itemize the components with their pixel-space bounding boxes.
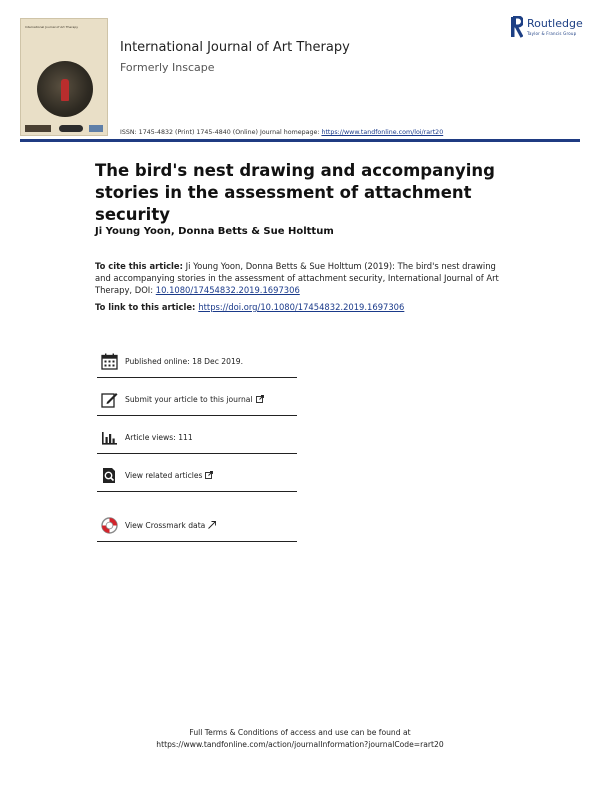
article-views-item <box>97 422 297 454</box>
routledge-mark-icon <box>510 16 523 38</box>
publisher-logo <box>25 125 51 132</box>
divider <box>97 541 297 542</box>
published-online-label: Published online: 18 Dec 2019. <box>125 357 244 366</box>
submit-article-item[interactable] <box>97 384 297 416</box>
cover-figure <box>61 79 69 101</box>
footer <box>0 727 600 751</box>
bar-chart-icon <box>101 429 118 446</box>
cover-title: International Journal of Art Therapy <box>25 25 79 29</box>
related-articles-item[interactable] <box>97 460 297 492</box>
divider <box>97 377 297 378</box>
citation <box>95 260 505 296</box>
divider <box>97 491 297 492</box>
citation-label: To cite this article: <box>95 261 183 271</box>
routledge-logo[interactable] <box>510 16 590 40</box>
article-title: The bird's nest drawing and accompanying stories in the assessment of attachment security <box>95 161 495 224</box>
header-divider <box>20 139 580 142</box>
article-link <box>95 302 404 312</box>
footer-terms-text: Full Terms & Conditions of access and use can be found at <box>189 728 411 737</box>
external-link-icon <box>205 471 213 479</box>
link-label: To link to this article: <box>95 302 199 312</box>
article-url-link[interactable]: https://doi.org/10.1080/17454832.2019.1697306 <box>198 302 405 312</box>
doi-link[interactable]: 10.1080/17454832.2019.1697306 <box>155 285 300 295</box>
crossmark-label: View Crossmark data <box>125 521 206 530</box>
search-document-icon <box>101 467 118 484</box>
edit-icon <box>101 391 118 408</box>
social-icons <box>89 125 103 132</box>
related-articles-link[interactable] <box>125 471 213 480</box>
published-online-item <box>97 346 297 378</box>
brand-name: Routledge <box>527 17 583 30</box>
citation-text: Ji Young Yoon, Donna Betts & Sue Holttum (2019): The bird's nest drawing and accompanying stories in the assessment of attachment security, International Journal of Art Therapy, DOI: <box>95 261 499 295</box>
related-articles-label: View related articles <box>125 471 203 480</box>
external-link-icon <box>256 395 264 403</box>
external-link-icon <box>208 521 216 529</box>
brand-tagline: Taylor & Francis Group <box>527 31 577 36</box>
journal-cover-image <box>20 18 108 136</box>
divider <box>97 453 297 454</box>
submit-article-link[interactable] <box>125 395 264 404</box>
calendar-icon <box>101 353 118 370</box>
crossmark-link[interactable] <box>125 521 216 530</box>
baat-logo <box>59 125 83 132</box>
issn-text: ISSN: 1745-4832 (Print) 1745-4840 (Online) Journal homepage: <box>120 129 322 136</box>
crossmark-icon <box>101 517 118 534</box>
divider <box>97 415 297 416</box>
crossmark-item[interactable] <box>97 510 297 542</box>
article-authors: Ji Young Yoon, Donna Betts & Sue Holttum <box>95 226 334 237</box>
footer-terms-link[interactable]: https://www.tandfonline.com/action/journalInformation?journalCode=rart20 <box>156 740 444 749</box>
cover-logos <box>25 125 105 133</box>
submit-article-label: Submit your article to this journal <box>125 395 253 404</box>
article-views-label: Article views: 111 <box>125 433 193 442</box>
issn-line <box>120 129 443 136</box>
journal-subtitle: Formerly Inscape <box>120 61 215 74</box>
journal-homepage-link[interactable]: https://www.tandfonline.com/loi/rart20 <box>321 129 444 136</box>
journal-title[interactable]: International Journal of Art Therapy <box>120 40 350 55</box>
